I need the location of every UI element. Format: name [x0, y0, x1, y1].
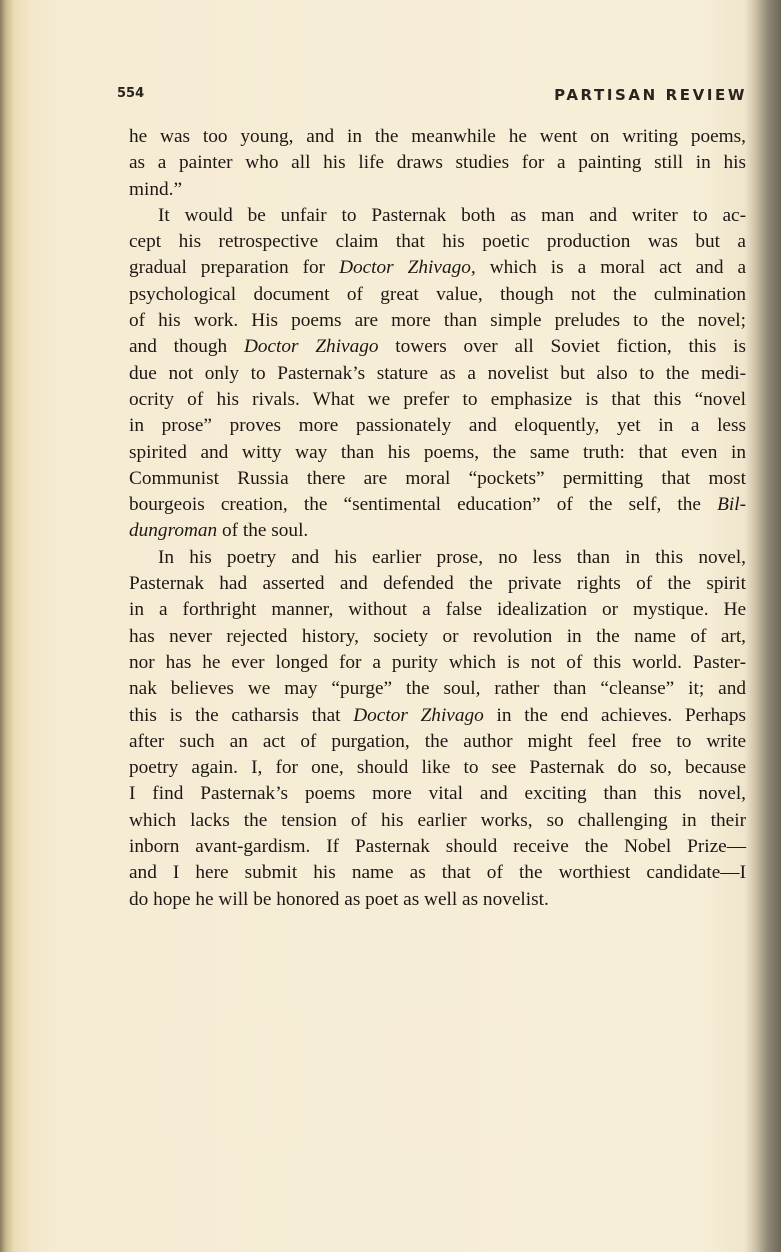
text-segment: bourgeois creation, the “sentimental education” of the self, the [129, 494, 718, 516]
text-segment: nor has he ever longed for a purity which is not of this world. Paster- [129, 651, 746, 673]
italic-text: Doctor Zhivago, [339, 257, 476, 279]
text-segment: and I here submit his name as that of the worthiest candidate—I [129, 862, 746, 884]
text-segment: this is the catharsis that [129, 704, 354, 726]
text-segment: which lacks the tension of his earlier works, so challenging in their [129, 809, 746, 831]
text-line [129, 834, 746, 860]
italic-text: dungroman [129, 520, 218, 542]
text-line [129, 729, 746, 755]
text-segment: ocrity of his rivals. What we prefer to emphasize is that this “novel [129, 388, 746, 410]
text-segment: as a painter who all his life draws studies for a painting still in his [129, 152, 746, 174]
text-segment: after such an act of purgation, the author might feel free to write [129, 730, 746, 752]
text-line [129, 676, 746, 702]
text-segment: inborn avant-gardism. If Pasternak should receive the Nobel Prize— [129, 836, 746, 858]
text-segment: In his poetry and his earlier prose, no less than in this novel, [158, 546, 746, 568]
text-line [129, 440, 746, 466]
text-segment: gradual preparation for [129, 257, 340, 279]
text-segment: and though [129, 336, 244, 358]
text-line [129, 150, 746, 176]
text-segment: due not only to Pasternak’s stature as a novelist but also to the medi- [129, 362, 746, 384]
text-line [129, 387, 746, 413]
text-line [129, 808, 746, 834]
text-segment: Pasternak had asserted and defended the private rights of the spirit [129, 573, 746, 595]
text-line [129, 255, 746, 281]
text-segment: It would be unfair to Pasternak both as man and writer to ac- [158, 204, 746, 226]
text-segment: I find Pasternak’s poems more vital and exciting than this novel, [129, 783, 746, 805]
text-segment: spirited and witty way than his poems, the same truth: that even in [129, 441, 746, 463]
text-segment: in prose” proves more passionately and eloquently, yet in a less [129, 415, 746, 437]
running-title: PARTISAN REVIEW [554, 86, 747, 104]
text-segment: he was too young, and in the meanwhile he went on writing poems, [129, 126, 746, 147]
text-line [129, 571, 746, 597]
text-line [129, 177, 746, 203]
text-segment: psychological document of great value, though not the culmination [129, 283, 746, 305]
text-line [129, 124, 746, 150]
text-line [129, 308, 746, 334]
text-segment: do hope he will be honored as poet as well as novelist. [129, 888, 549, 910]
italic-text: Doctor Zhivago [243, 336, 379, 358]
text-line [129, 361, 746, 387]
text-line [129, 413, 746, 439]
text-segment: which is a moral act and a [475, 257, 747, 279]
text-segment: nak believes we may “purge” the soul, rather than “cleanse” it; and [129, 678, 746, 700]
text-segment: has never rejected history, society or revolution in the name of art, [129, 625, 746, 647]
text-line [129, 334, 746, 360]
text-segment: mind.” [129, 178, 183, 200]
text-line [129, 887, 746, 913]
text-segment: cept his retrospective claim that his poetic production was but a [129, 231, 746, 253]
text-line [129, 860, 746, 886]
text-segment: towers over all Soviet fiction, this is [378, 336, 746, 358]
body-text [129, 124, 746, 913]
text-line [129, 545, 746, 571]
text-line [129, 597, 746, 623]
text-line [129, 650, 746, 676]
text-line [129, 518, 746, 544]
text-line [129, 624, 746, 650]
text-segment: Communist Russia there are moral “pockets” permitting that most [129, 467, 746, 489]
text-line [129, 703, 746, 729]
text-segment: in a forthright manner, without a false idealization or mystique. He [129, 599, 746, 621]
text-line [129, 203, 746, 229]
italic-text: Doctor Zhivago [353, 704, 484, 726]
page-number: 554 [117, 86, 145, 101]
text-line [129, 282, 746, 308]
text-line [129, 492, 746, 518]
text-line [129, 466, 746, 492]
text-segment: in the end achieves. Perhaps [483, 704, 746, 726]
text-segment: of the soul. [217, 520, 309, 542]
text-line [129, 781, 746, 807]
text-line [129, 229, 746, 255]
text-segment: of his work. His poems are more than simple preludes to the novel; [129, 310, 746, 332]
text-line [129, 755, 746, 781]
italic-text: Bil- [717, 494, 746, 516]
text-segment: poetry again. I, for one, should like to see Pasternak do so, because [129, 757, 746, 779]
